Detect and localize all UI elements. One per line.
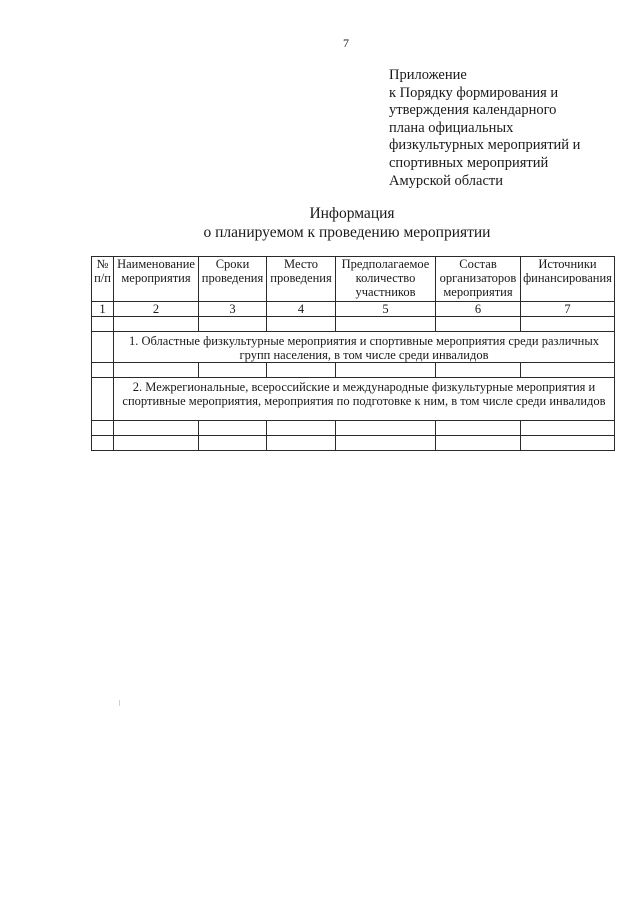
table-row xyxy=(92,421,615,436)
appendix-line: Приложение xyxy=(389,67,467,83)
table-cell xyxy=(92,436,114,451)
appendix-line: утверждения календарного xyxy=(389,102,557,119)
column-number: 4 xyxy=(267,302,336,317)
table-cell xyxy=(199,421,267,436)
table-row xyxy=(92,363,615,378)
column-header: Состав организаторов мероприятия xyxy=(436,257,521,302)
column-number: 1 xyxy=(92,302,114,317)
section-heading-2: 2. Межрегиональные, всероссийские и международные физкультурные мероприятия и спортивные мероприятия, мероприятия по подготовке к ним, в том числе среди инвалидов xyxy=(114,378,615,421)
table-header-row xyxy=(92,257,615,302)
table-cell xyxy=(199,363,267,378)
table-cell xyxy=(521,363,615,378)
table-cell xyxy=(114,421,199,436)
table-cell xyxy=(436,317,521,332)
appendix-line: Амурской области xyxy=(389,172,503,189)
column-number: 6 xyxy=(436,302,521,317)
appendix-line: физкультурных мероприятий и xyxy=(389,137,581,154)
column-number-row xyxy=(92,302,615,317)
table-cell xyxy=(436,421,521,436)
column-number: 3 xyxy=(199,302,267,317)
table-cell xyxy=(114,363,199,378)
appendix-line: плана официальных xyxy=(389,119,514,136)
table-cell xyxy=(267,421,336,436)
table-cell xyxy=(114,436,199,451)
appendix-line: к Порядку формирования и xyxy=(389,84,559,101)
events-table xyxy=(91,256,615,451)
table-cell xyxy=(114,317,199,332)
table-cell xyxy=(267,436,336,451)
table-cell xyxy=(336,363,436,378)
table-cell xyxy=(92,421,114,436)
table-cell xyxy=(436,363,521,378)
column-number: 5 xyxy=(336,302,436,317)
table-cell xyxy=(336,421,436,436)
appendix-line: спортивных мероприятий xyxy=(389,154,549,171)
column-number: 2 xyxy=(114,302,199,317)
column-number: 7 xyxy=(521,302,615,317)
column-header: № п/п xyxy=(92,257,114,302)
table-cell xyxy=(521,317,615,332)
table-cell xyxy=(267,317,336,332)
table-row xyxy=(92,436,615,451)
table-cell xyxy=(92,363,114,378)
table-row xyxy=(92,317,615,332)
document-title: Информация xyxy=(309,205,395,222)
column-header: Источники финансирования xyxy=(521,257,615,302)
table-cell xyxy=(92,378,114,421)
table-cell xyxy=(436,436,521,451)
table-cell xyxy=(521,436,615,451)
column-header: Предполагаемое количество участников xyxy=(336,257,436,302)
table-cell xyxy=(336,317,436,332)
table-cell xyxy=(521,421,615,436)
appendix-block xyxy=(389,67,580,190)
table-cell xyxy=(267,363,336,378)
column-header: Сроки проведения xyxy=(199,257,267,302)
table-cell xyxy=(199,317,267,332)
section-heading-1: 1. Областные физкультурные мероприятия и спортивные мероприятия среди различных групп населения, в том числе среди инвалидов xyxy=(114,332,615,363)
scan-artifact xyxy=(119,700,120,706)
document-subtitle: о планируемом к проведению мероприятии xyxy=(203,224,491,241)
table-cell xyxy=(92,332,114,363)
page-number: 7 xyxy=(343,36,349,50)
column-header: Место проведения xyxy=(267,257,336,302)
section-row xyxy=(92,332,615,363)
section-row xyxy=(92,378,615,421)
table-cell xyxy=(336,436,436,451)
table-cell xyxy=(199,436,267,451)
table-cell xyxy=(92,317,114,332)
column-header: Наименование мероприятия xyxy=(114,257,199,302)
